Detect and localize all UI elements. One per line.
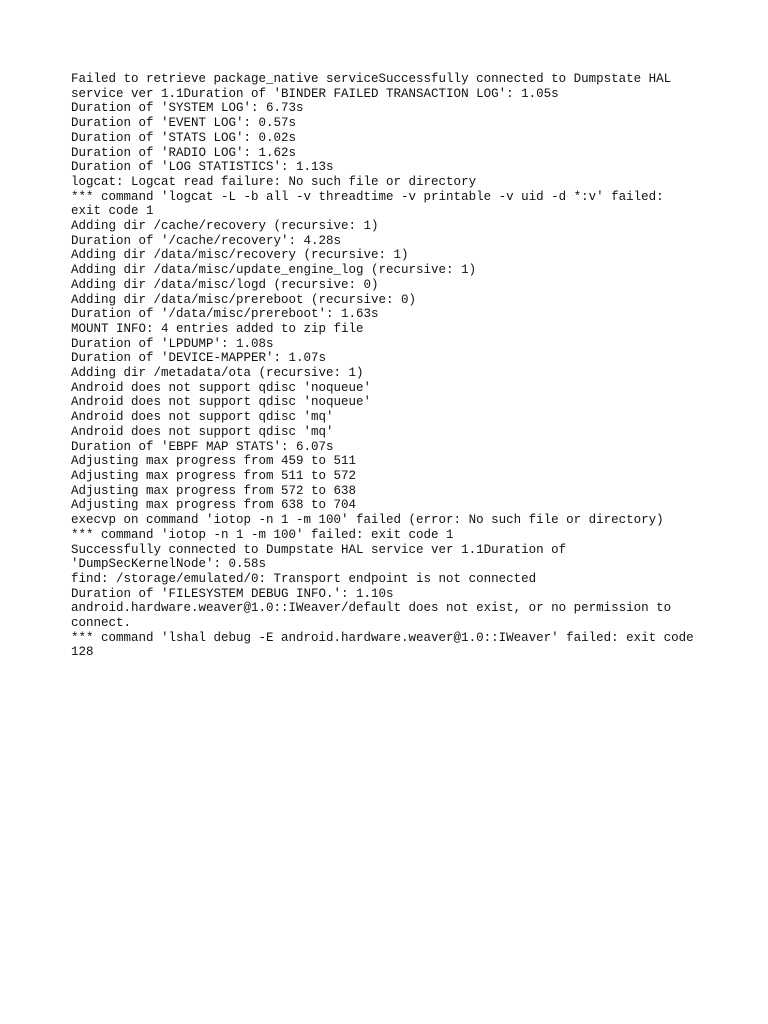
log-line: Duration of 'FILESYSTEM DEBUG INFO.': 1.10s xyxy=(71,586,394,601)
log-document xyxy=(71,72,711,660)
log-line: Successfully connected to Dumpstate HAL service ver 1.1Duration of xyxy=(71,542,567,557)
log-line: *** command 'lshal debug -E android.hardware.weaver@1.0::IWeaver' failed: exit code xyxy=(71,630,694,645)
log-line: connect. xyxy=(71,616,132,631)
log-line: Adding dir /data/misc/logd (recursive: 0) xyxy=(71,277,379,292)
log-line: Duration of 'RADIO LOG': 1.62s xyxy=(71,145,297,160)
log-line: android.hardware.weaver@1.0::IWeaver/default does not exist, or no permission to xyxy=(71,601,672,616)
log-line: Adding dir /data/misc/update_engine_log (recursive: 1) xyxy=(71,263,477,278)
log-line: Adding dir /data/misc/recovery (recursive: 1) xyxy=(71,248,409,263)
log-line: Duration of 'LOG STATISTICS': 1.13s xyxy=(71,160,334,175)
log-line: Adding dir /metadata/ota (recursive: 1) xyxy=(71,366,364,381)
log-line: service ver 1.1Duration of 'BINDER FAILED TRANSACTION LOG': 1.05s xyxy=(71,86,559,101)
log-line: Duration of 'LPDUMP': 1.08s xyxy=(71,336,274,351)
log-line: Android does not support qdisc 'mq' xyxy=(71,424,334,439)
log-line: Duration of 'EBPF MAP STATS': 6.07s xyxy=(71,439,334,454)
log-line: logcat: Logcat read failure: No such file or directory xyxy=(71,174,477,189)
log-line: Android does not support qdisc 'noqueue' xyxy=(71,380,372,395)
log-line: Duration of 'SYSTEM LOG': 6.73s xyxy=(71,101,304,116)
log-line: Adjusting max progress from 511 to 572 xyxy=(71,468,357,483)
log-line: 128 xyxy=(71,645,94,660)
log-line: Adding dir /cache/recovery (recursive: 1) xyxy=(71,219,379,234)
log-line: 'DumpSecKernelNode': 0.58s xyxy=(71,557,267,572)
log-line: Failed to retrieve package_native serviceSuccessfully connected to Dumpstate HAL xyxy=(71,72,672,86)
log-line: MOUNT INFO: 4 entries added to zip file xyxy=(71,321,364,336)
log-line: Adjusting max progress from 638 to 704 xyxy=(71,498,357,513)
log-line: exit code 1 xyxy=(71,204,154,219)
log-line: Duration of 'DEVICE-MAPPER': 1.07s xyxy=(71,351,327,366)
log-line: Duration of 'STATS LOG': 0.02s xyxy=(71,130,297,145)
log-line: Duration of 'EVENT LOG': 0.57s xyxy=(71,116,297,131)
log-line: Adding dir /data/misc/prereboot (recursive: 0) xyxy=(71,292,417,307)
log-line: execvp on command 'iotop -n 1 -m 100' failed (error: No such file or directory) xyxy=(71,513,664,528)
log-line: *** command 'iotop -n 1 -m 100' failed: exit code 1 xyxy=(71,527,454,542)
log-line: *** command 'logcat -L -b all -v threadtime -v printable -v uid -d *:v' failed: xyxy=(71,189,664,204)
log-line: Android does not support qdisc 'mq' xyxy=(71,410,334,425)
log-line: Duration of '/cache/recovery': 4.28s xyxy=(71,233,342,248)
log-line: Duration of '/data/misc/prereboot': 1.63s xyxy=(71,307,379,322)
log-line: Adjusting max progress from 459 to 511 xyxy=(71,454,357,469)
log-line: Adjusting max progress from 572 to 638 xyxy=(71,483,357,498)
log-line: Android does not support qdisc 'noqueue' xyxy=(71,395,372,410)
log-line: find: /storage/emulated/0: Transport endpoint is not connected xyxy=(71,571,537,586)
